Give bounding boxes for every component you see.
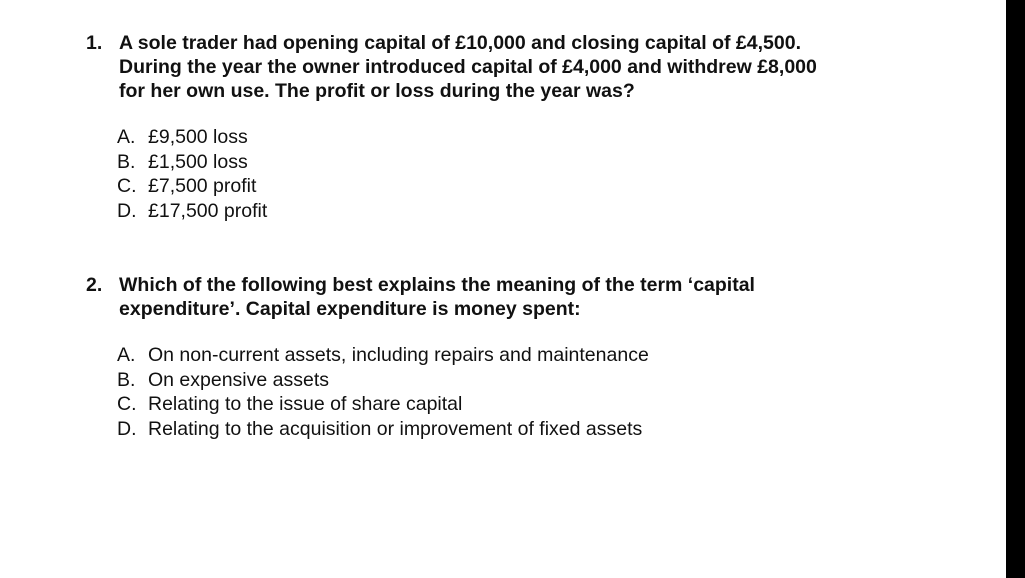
question-line: Which of the following best explains the meaning of the term ‘capital xyxy=(119,274,755,296)
answer-options xyxy=(117,343,986,442)
option-d xyxy=(117,417,986,442)
option-letter: D. xyxy=(117,418,137,441)
option-text: £1,500 loss xyxy=(148,150,248,173)
option-a xyxy=(117,343,986,368)
question-line: During the year the owner introduced capital of £4,000 and withdrew £8,000 xyxy=(119,56,817,78)
option-letter: C. xyxy=(117,175,137,198)
question-text xyxy=(119,31,986,103)
option-text: £17,500 profit xyxy=(148,200,268,223)
option-letter: A. xyxy=(117,126,136,148)
question-1-stem xyxy=(86,31,986,103)
question-2-stem xyxy=(86,273,986,321)
option-d xyxy=(117,199,986,224)
option-letter: B. xyxy=(117,368,136,391)
option-c xyxy=(117,174,986,199)
option-a xyxy=(117,125,986,150)
question-1 xyxy=(86,31,986,224)
option-text: £9,500 loss xyxy=(148,126,248,148)
option-b xyxy=(117,150,986,175)
option-text: On non-current assets, including repairs and maintenance xyxy=(148,344,649,366)
option-text: Relating to the acquisition or improvement of fixed assets xyxy=(148,418,643,441)
option-text: On expensive assets xyxy=(148,368,330,391)
right-edge-border xyxy=(1006,0,1025,578)
option-letter: D. xyxy=(117,200,137,223)
option-c xyxy=(117,392,986,417)
question-text xyxy=(119,273,986,321)
question-line: A sole trader had opening capital of £10,000 and closing capital of £4,500. xyxy=(119,32,801,54)
question-line: expenditure’. Capital expenditure is money spent: xyxy=(119,298,581,320)
answer-options xyxy=(117,125,986,224)
option-text: £7,500 profit xyxy=(148,175,257,198)
question-2 xyxy=(86,273,986,442)
option-letter: A. xyxy=(117,344,136,366)
question-number: 2. xyxy=(86,274,103,296)
option-letter: B. xyxy=(117,150,136,173)
option-text: Relating to the issue of share capital xyxy=(148,393,463,416)
question-number: 1. xyxy=(86,32,103,54)
option-b xyxy=(117,368,986,393)
option-letter: C. xyxy=(117,393,137,416)
question-line: for her own use. The profit or loss during the year was? xyxy=(119,80,635,102)
